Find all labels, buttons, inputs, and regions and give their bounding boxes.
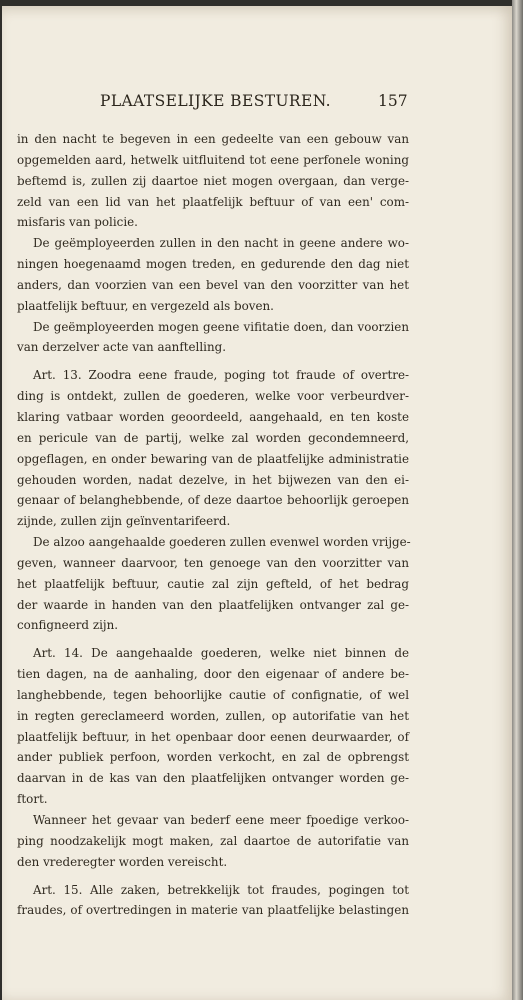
text-line: den vrederegter worden vereischt. xyxy=(17,854,228,869)
text-line: De geëmployeerden zullen in den nacht in geene andere wo- xyxy=(33,236,409,251)
text-line: beftemd is, zullen zij daartoe niet mogen overgaan, dan verge- xyxy=(17,173,409,188)
text-line: der waarde in handen van den plaatfelijken ontvanger zal ge- xyxy=(17,597,409,612)
text-line: Wanneer het gevaar van bederf eene meer fpoedige verkoo- xyxy=(33,813,409,827)
text-line: geven, wanneer daarvoor, ten genoege van den voorzitter van xyxy=(17,555,409,570)
text-line: Art. 13. Zoodra eene fraude, poging tot fraude of overtre- xyxy=(33,368,409,383)
text-line: ningen hoegenaamd mogen treden, en gedurende den dag niet xyxy=(17,257,409,272)
text-line: plaatfelijk beftuur, in het openbaar door eenen deurwaarder, of xyxy=(17,729,409,744)
text-line: ding is ontdekt, zullen de goederen, welke voor verbeurdver- xyxy=(17,389,409,404)
text-line: opgemelden aard, hetwelk uitfluitend tot eene perfonele woning xyxy=(17,152,409,167)
text-line: en pericule van de partij, welke zal worden gecondemneerd, xyxy=(17,430,409,445)
text-line: configneerd zijn. xyxy=(17,618,119,633)
paragraph-gap xyxy=(17,636,409,643)
text-line: klaring vatbaar worden geoordeeld, aangehaald, en ten koste xyxy=(17,409,409,424)
text-line: zeld van een lid van het plaatfelijk beftuur of van een' com- xyxy=(17,194,409,209)
text-line: ping noodzakelijk mogt maken, zal daartoe de autorifatie van xyxy=(17,833,409,848)
text-line: plaatfelijk beftuur, en vergezeld als boven. xyxy=(17,298,274,313)
running-head: PLAATSELIJKE BESTUREN. xyxy=(100,92,331,110)
text-line: gehouden worden, nadat dezelve, in het bijwezen van den ei- xyxy=(17,472,409,487)
text-line: opgeflagen, en onder bewaring van de plaatfelijke administratie xyxy=(17,451,409,466)
text-line: zijnde, zullen zijn geïnventarifeerd. xyxy=(17,514,231,529)
book-page xyxy=(2,6,512,1000)
page-number: 157 xyxy=(378,92,408,110)
text-line: tien dagen, na de aanhaling, door den eigenaar of andere be- xyxy=(17,667,409,682)
text-line: ander publiek perfoon, worden verkocht, en zal de opbrengst xyxy=(17,750,409,765)
page-edge xyxy=(512,0,523,1000)
text-line: ftort. xyxy=(17,792,48,807)
text-line: fraudes, of overtredingen in materie van plaatfelijke belastingen xyxy=(17,903,409,918)
text-line: Art. 15. Alle zaken, betrekkelijk tot fraudes, pogingen tot xyxy=(33,882,409,897)
body-text xyxy=(17,129,409,921)
text-line: De geëmployeerden mogen geene vifitatie doen, dan voorzien xyxy=(33,319,409,334)
text-line: van derzelver acte van aanftelling. xyxy=(17,340,226,355)
text-line: daarvan in de kas van den plaatfelijken ontvanger worden ge- xyxy=(17,771,409,786)
paragraph-gap xyxy=(17,358,409,365)
paragraph-gap xyxy=(17,873,409,880)
text-line: Art. 14. De aangehaalde goederen, welke niet binnen de xyxy=(33,646,409,661)
text-line: langhebbende, tegen behoorlijke cautie of confignatie, of wel xyxy=(17,687,409,702)
page-header xyxy=(100,92,408,114)
text-line: genaar of belanghebbende, of deze daartoe behoorlijk geroepen xyxy=(17,493,409,508)
text-line: het plaatfelijk beftuur, cautie zal zijn gefteld, of het bedrag xyxy=(17,576,409,591)
text-line: anders, dan voorzien van een bevel van den voorzitter van het xyxy=(17,277,409,292)
text-line: in den nacht te begeven in een gedeelte van een gebouw van xyxy=(17,132,409,146)
text-line: De alzoo aangehaalde goederen zullen evenwel worden vrijge- xyxy=(33,535,411,550)
text-line: misfaris van policie. xyxy=(17,215,138,230)
text-line: in regten gereclameerd worden, zullen, op autorifatie van het xyxy=(17,708,409,723)
